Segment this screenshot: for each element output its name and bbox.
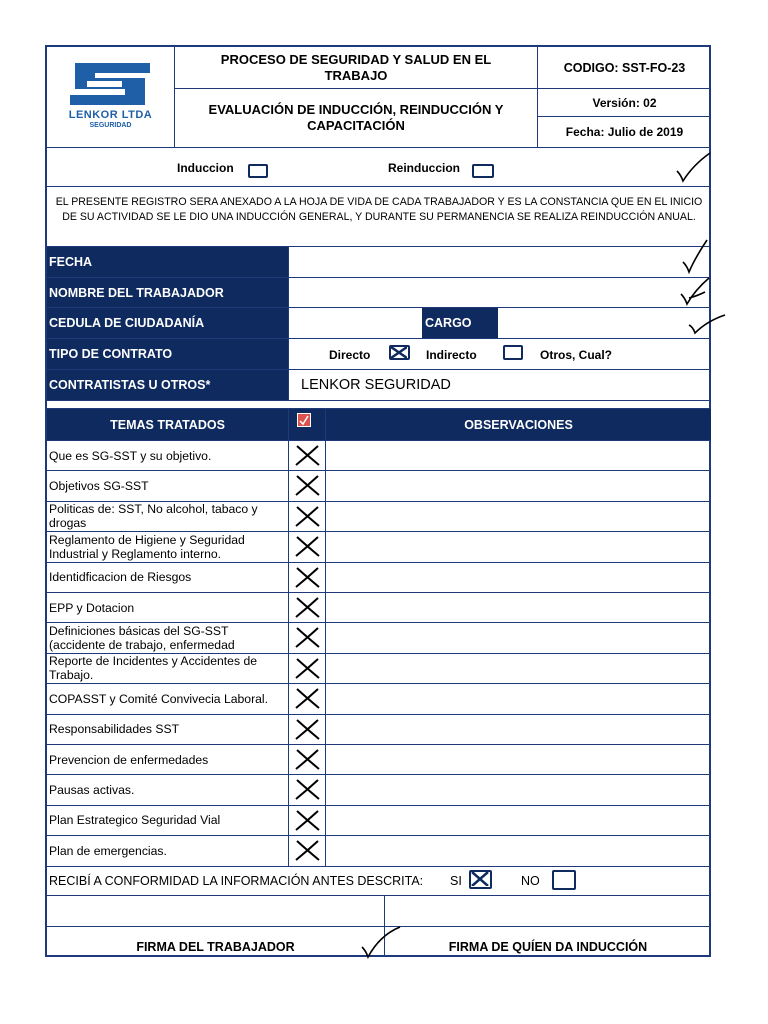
indirecto-checkbox[interactable]	[503, 345, 523, 360]
tipo-contrato-options	[289, 339, 711, 369]
cedula-field[interactable]	[289, 308, 422, 338]
contratistas-field[interactable]: LENKOR SEGURIDAD	[301, 377, 451, 393]
observation-field[interactable]	[326, 563, 711, 592]
indirecto-label: Indirecto	[426, 348, 477, 362]
topic-checkbox[interactable]	[289, 806, 325, 835]
x-mark-icon	[289, 502, 325, 531]
observation-field[interactable]	[326, 715, 711, 744]
topic-label: Plan de emergencias.	[49, 843, 167, 858]
table-row	[47, 836, 711, 865]
check-mark-icon	[360, 925, 402, 959]
x-mark-icon	[289, 654, 325, 683]
x-mark-icon	[289, 441, 325, 470]
table-row	[47, 623, 711, 652]
check-mark-icon	[679, 276, 713, 308]
logo-company-name: LENKOR LTDA	[68, 109, 153, 121]
form-code: CODIGO: SST-FO-23	[563, 60, 686, 75]
temas-tratados-header: TEMAS TRATADOS	[47, 409, 288, 440]
table-row	[47, 502, 711, 531]
induction-form	[45, 45, 711, 957]
topic-label: Responsabilidades SST	[49, 722, 180, 737]
topic-checkbox[interactable]	[289, 775, 325, 804]
topic-checkbox[interactable]	[289, 532, 325, 561]
company-logo	[47, 47, 174, 147]
observation-field[interactable]	[326, 684, 711, 713]
observation-field[interactable]	[326, 775, 711, 804]
topic-checkbox[interactable]	[289, 836, 325, 865]
form-date: Fecha: Julio de 2019	[565, 124, 684, 139]
nombre-label: NOMBRE DEL TRABAJADOR	[47, 278, 288, 307]
notice-text: EL PRESENTE REGISTRO SERA ANEXADO A LA HOJA DE VIDA DE CADA TRABAJADOR Y ES LA CONSTANCIA QUE EN EL INICIO DE SU ACTIVIDAD SE LE DIO UNA INDUCCIÓN GENERAL, Y DURANTE SU PERMANENCIA SE REALIZA REINDUCCIÓN ANUAL.	[55, 196, 703, 223]
table-row	[47, 532, 711, 561]
table-row	[47, 654, 711, 683]
cedula-label: CEDULA DE CIUDADANÍA	[47, 308, 288, 338]
induccion-checkbox[interactable]	[248, 164, 268, 178]
x-mark-icon	[289, 471, 325, 500]
table-row	[47, 593, 711, 622]
observation-field[interactable]	[326, 623, 711, 652]
reinduccion-label: Reinduccion	[388, 161, 461, 175]
observaciones-header: OBSERVACIONES	[326, 409, 711, 440]
table-row	[47, 684, 711, 713]
observation-field[interactable]	[326, 593, 711, 622]
observation-field[interactable]	[326, 745, 711, 774]
table-row	[47, 775, 711, 804]
si-label: SI	[450, 874, 462, 888]
worker-signature-area[interactable]	[47, 896, 384, 926]
header-title-2: EVALUACIÓN DE INDUCCIÓN, REINDUCCIÓN Y CAPACITACIÓN	[208, 101, 504, 133]
check-mark-icon	[675, 151, 711, 183]
topic-checkbox[interactable]	[289, 715, 325, 744]
topic-label: Objetivos SG-SST	[49, 479, 149, 494]
topic-checkbox[interactable]	[289, 745, 325, 774]
no-checkbox[interactable]	[552, 870, 576, 890]
topic-label: Plan Estrategico Seguridad Vial	[49, 813, 221, 828]
x-mark-icon	[289, 775, 325, 804]
table-row	[47, 471, 711, 500]
topic-checkbox[interactable]	[289, 684, 325, 713]
directo-label: Directo	[329, 348, 371, 362]
topic-label: Reglamento de Higiene y Seguridad Industrial y Reglamento interno.	[49, 532, 245, 561]
directo-checkbox[interactable]	[389, 345, 410, 360]
topic-label: Pausas activas.	[49, 783, 135, 798]
check-mark-icon	[681, 238, 711, 274]
topic-label: COPASST y Comité Convivecia Laboral.	[49, 691, 269, 706]
reinduccion-checkbox[interactable]	[472, 164, 494, 178]
topic-label: EPP y Dotacion	[49, 600, 135, 615]
topic-checkbox[interactable]	[289, 654, 325, 683]
induccion-label: Induccion	[177, 161, 234, 175]
topic-checkbox[interactable]	[289, 441, 325, 470]
check-badge-icon	[297, 413, 311, 427]
table-row	[47, 563, 711, 592]
topic-label: Definiciones básicas del SG-SST (accidente de trabajo, enfermedad	[49, 624, 235, 653]
logo-s-icon	[65, 59, 155, 109]
cargo-field[interactable]	[499, 308, 711, 338]
x-mark-icon	[289, 715, 325, 744]
fecha-label: FECHA	[47, 247, 288, 277]
observation-field[interactable]	[326, 806, 711, 835]
observation-field[interactable]	[326, 654, 711, 683]
observation-field[interactable]	[326, 471, 711, 500]
observation-field[interactable]	[326, 441, 711, 470]
x-mark-icon	[289, 806, 325, 835]
topic-label: Reporte de Incidentes y Accidentes de Trabajo.	[49, 654, 257, 683]
x-mark-icon	[289, 563, 325, 592]
worker-signature-label: FIRMA DEL TRABAJADOR	[136, 940, 295, 954]
observation-field[interactable]	[326, 532, 711, 561]
topic-label: Que es SG-SST y su objetivo.	[49, 448, 212, 463]
nombre-field[interactable]	[289, 278, 711, 307]
table-row	[47, 745, 711, 774]
fecha-field[interactable]	[289, 247, 711, 277]
conformity-row	[47, 865, 711, 895]
contratistas-label: CONTRATISTAS U OTROS*	[47, 370, 288, 400]
table-row	[47, 441, 711, 470]
logo-tagline: SEGURIDAD	[89, 122, 132, 129]
otros-label: Otros, Cual?	[540, 348, 613, 362]
observation-field[interactable]	[326, 836, 711, 865]
topic-checkbox[interactable]	[289, 623, 325, 652]
topic-label: Identidficacion de Riesgos	[49, 570, 192, 585]
table-row	[47, 715, 711, 744]
topic-label: Politicas de: SST, No alcohol, tabaco y drogas	[49, 502, 258, 531]
topic-checkbox[interactable]	[289, 471, 325, 500]
topic-checkbox[interactable]	[289, 563, 325, 592]
inductor-signature-area[interactable]	[385, 896, 711, 926]
check-mark-icon	[687, 311, 727, 335]
topic-checkbox[interactable]	[289, 593, 325, 622]
si-checkbox[interactable]	[469, 870, 492, 889]
conformity-text: RECIBÍ A CONFORMIDAD LA INFORMACIÓN ANTES DESCRITA:	[49, 874, 424, 888]
x-mark-icon	[289, 745, 325, 774]
header-title-1: PROCESO DE SEGURIDAD Y SALUD EN EL TRABAJO	[220, 51, 492, 83]
x-mark-icon	[289, 593, 325, 622]
x-mark-icon	[289, 623, 325, 652]
x-mark-icon	[289, 836, 325, 865]
no-label: NO	[521, 874, 540, 888]
cargo-label: CARGO	[422, 308, 498, 338]
form-version: Versión: 02	[592, 95, 657, 110]
topic-label: Prevencion de enfermedades	[49, 752, 209, 767]
topic-checkbox[interactable]	[289, 502, 325, 531]
tipo-contrato-label: TIPO DE CONTRATO	[47, 339, 288, 369]
type-row	[47, 148, 711, 186]
x-mark-icon	[289, 532, 325, 561]
x-mark-icon	[289, 684, 325, 713]
observation-field[interactable]	[326, 502, 711, 531]
check-column-header	[289, 409, 325, 440]
table-row	[47, 806, 711, 835]
inductor-signature-label: FIRMA DE QUÍEN DA INDUCCIÓN	[448, 940, 648, 954]
